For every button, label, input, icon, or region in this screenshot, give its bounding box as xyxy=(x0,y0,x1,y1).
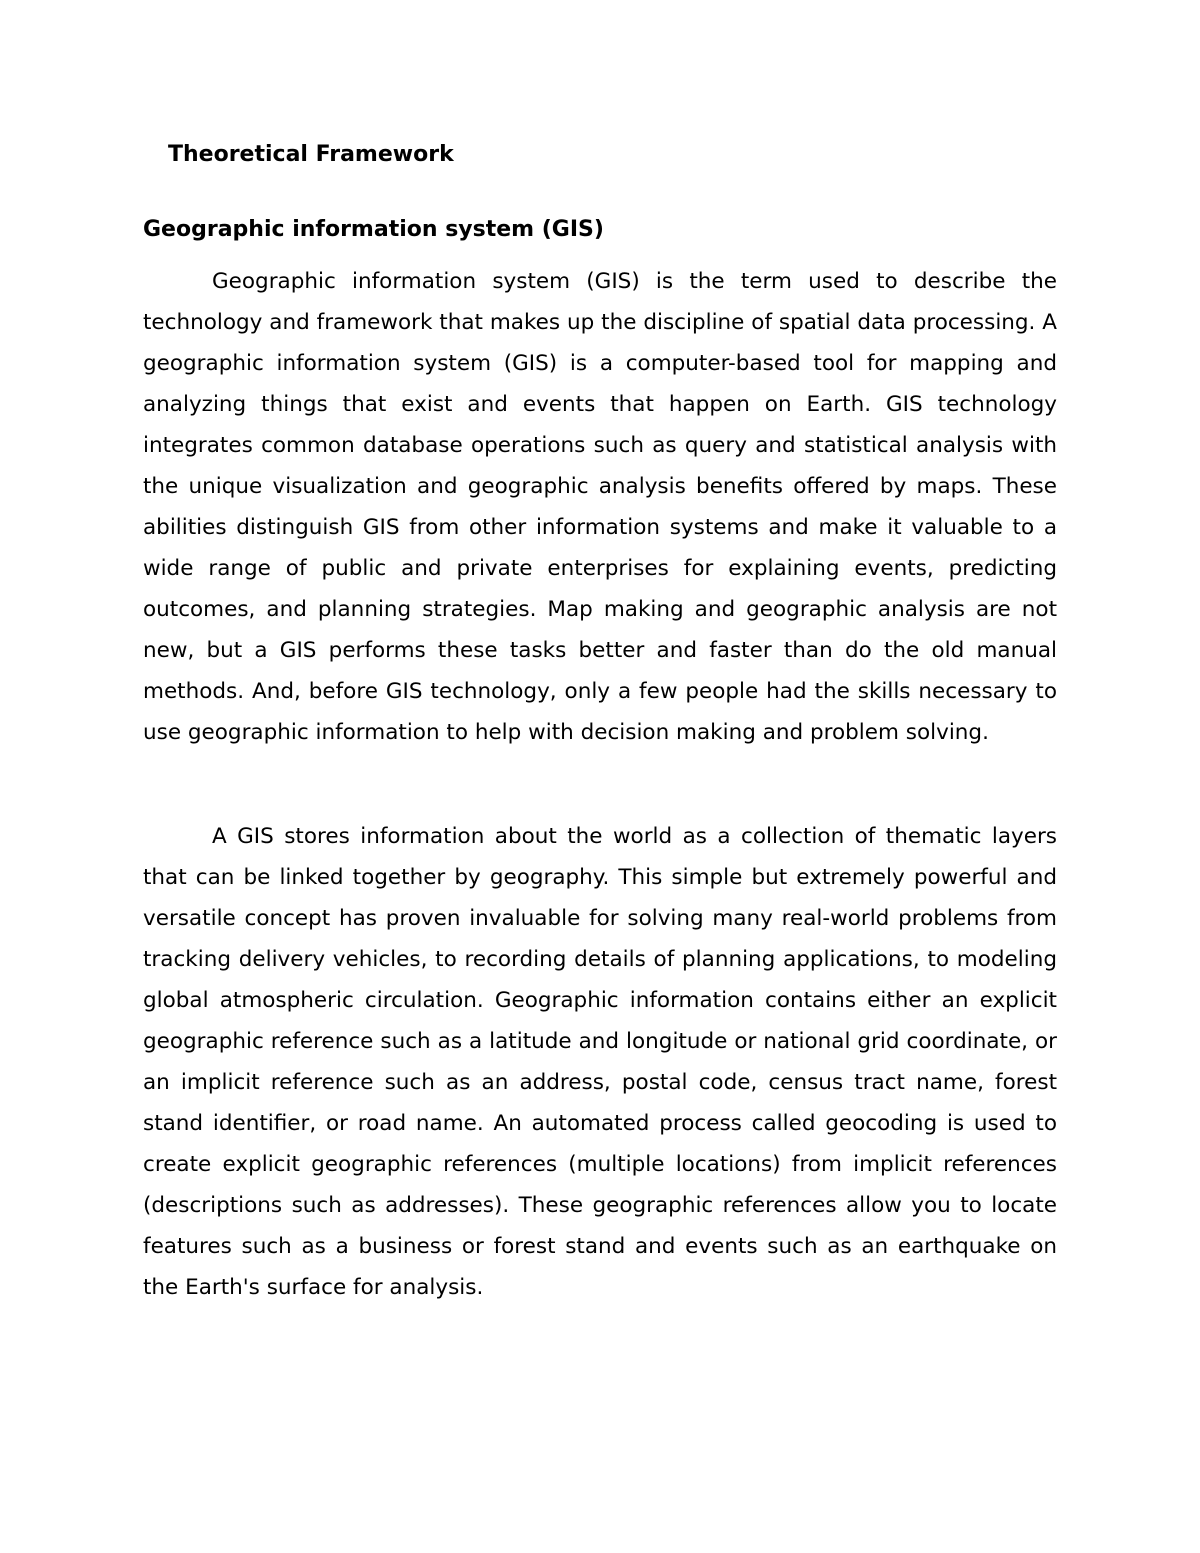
paragraph-gis-definition: Geographic information system (GIS) is the term used to describe the technology and framework that makes up the discipline of spatial data processing. A geographic information system (GIS) is a computer-based tool for mapping and analyzing things that exist and events that happen on Earth. GIS technology integrates common database operations such as query and statistical analysis with the unique visualization and geographic analysis benefits offered by maps. These abilities distinguish GIS from other information systems and make it valuable to a wide range of public and private enterprises for explaining events, predicting outcomes, and planning strategies. Map making and geographic analysis are not new, but a GIS performs these tasks better and faster than do the old manual methods. And, before GIS technology, only a few people had the skills necessary to use geographic information to help with decision making and problem solving. xyxy=(143,269,1057,745)
paragraph-gis-layers: A GIS stores information about the world as a collection of thematic layers that can be linked together by geography. This simple but extremely powerful and versatile concept has proven invaluable for solving many real-world problems from tracking delivery vehicles, to recording details of planning applications, to modeling global atmospheric circulation. Geographic information contains either an explicit geographic reference such as a latitude and longitude or national grid coordinate, or an implicit reference such as an address, postal code, census tract name, forest stand identifier, or road name. An automated process called geocoding is used to create explicit geographic references (multiple locations) from implicit references (descriptions such as addresses). These geographic references allow you to locate features such as a business or forest stand and events such as an earthquake on the Earth's surface for analysis. xyxy=(143,824,1057,1300)
section-heading: Geographic information system (GIS) xyxy=(143,217,604,242)
page-title: Theoretical Framework xyxy=(168,142,454,167)
